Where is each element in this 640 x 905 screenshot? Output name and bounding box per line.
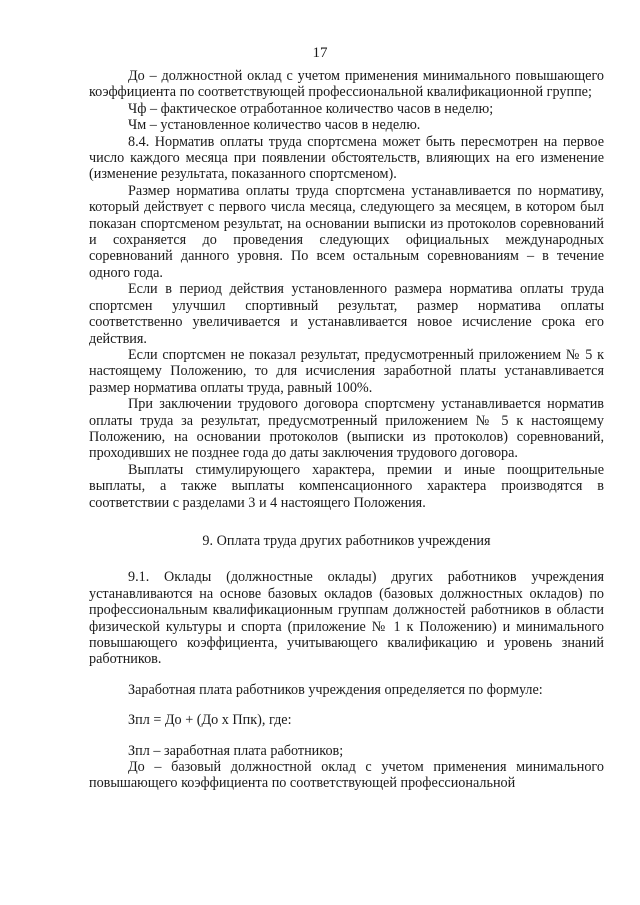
paragraph-formula-intro: Заработная плата работников учреждения определяется по формуле: [128, 681, 543, 698]
paragraph-improved-result: Если в период действия установленного размера норматива оплаты труда спортсмен улучшил спортивный результат, размер норматива оплаты соответственно увеличивается и устанавливается новое исчисление срока его действия. [89, 281, 604, 347]
paragraph-norm-size: Размер норматива оплаты труда спортсмена устанавливается по нормативу, который действует с первого числа месяца, следующего за месяцем, в котором был показан спортсменом результат, на основании выписки из протоколов соревнований и сохраняется до проведения следующих официальных международных соревнований данного уровня. По всем остальным соревнованиям – в течение одного года. [89, 182, 604, 281]
paragraph-do-base-definition: До – базовый должностной оклад с учетом применения минимального повышающего коэффициента по соответствующей профессиональной [89, 759, 604, 792]
page-number: 17 [312, 45, 328, 61]
paragraph-chf-definition: Чф – фактическое отработанное количество часов в неделю; [128, 100, 494, 117]
paragraph-incentive-payments: Выплаты стимулирующего характера, премии и иные поощрительные выплаты, а также выплаты компенсационного характера производятся в соответствии с разделами 3 и 4 настоящего Положения. [89, 461, 604, 511]
paragraph-do-definition: До – должностной оклад с учетом применения минимального повышающего коэффициента по соответствующей профессиональной квалификационной группе; [89, 68, 604, 101]
paragraph-contract: При заключении трудового договора спортсмену устанавливается норматив оплаты труда за результат, предусмотренный приложением № 5 к настоящему Положению, на основании протоколов (выписки из протоколов) соревнований, проходивших не позднее года до даты заключения трудового договора. [89, 396, 604, 462]
section-heading: 9. Оплата труда других работников учреждения [202, 532, 491, 549]
paragraph-9-1: 9.1. Оклады (должностные оклады) других работников учреждения устанавливаются на основе базовых окладов (базовых должностных окладов) по профессиональным квалификационным группам должностей работников в области физической культуры и спорта (приложение № 1 к Положению) и минимального повышающего коэффициента, учитывающего квалификацию и уровень знаний работников. [89, 569, 604, 668]
paragraph-8-4: 8.4. Норматив оплаты труда спортсмена может быть пересмотрен на первое число каждого месяца при появлении обстоятельств, влияющих на его изменение (изменение результата, показанного спортсменом). [89, 133, 604, 183]
paragraph-no-result: Если спортсмен не показал результат, предусмотренный приложением № 5 к настоящему Положению, то для исчисления заработной платы устанавливается размер норматива оплаты труда, равный 100%. [89, 346, 604, 396]
document-body [89, 68, 604, 792]
paragraph-chm-definition: Чм – установленное количество часов в неделю. [128, 117, 421, 134]
formula: Зпл = До + (До х Ппк), где: [128, 712, 292, 729]
paragraph-zpl-definition: Зпл – заработная плата работников; [128, 742, 344, 759]
